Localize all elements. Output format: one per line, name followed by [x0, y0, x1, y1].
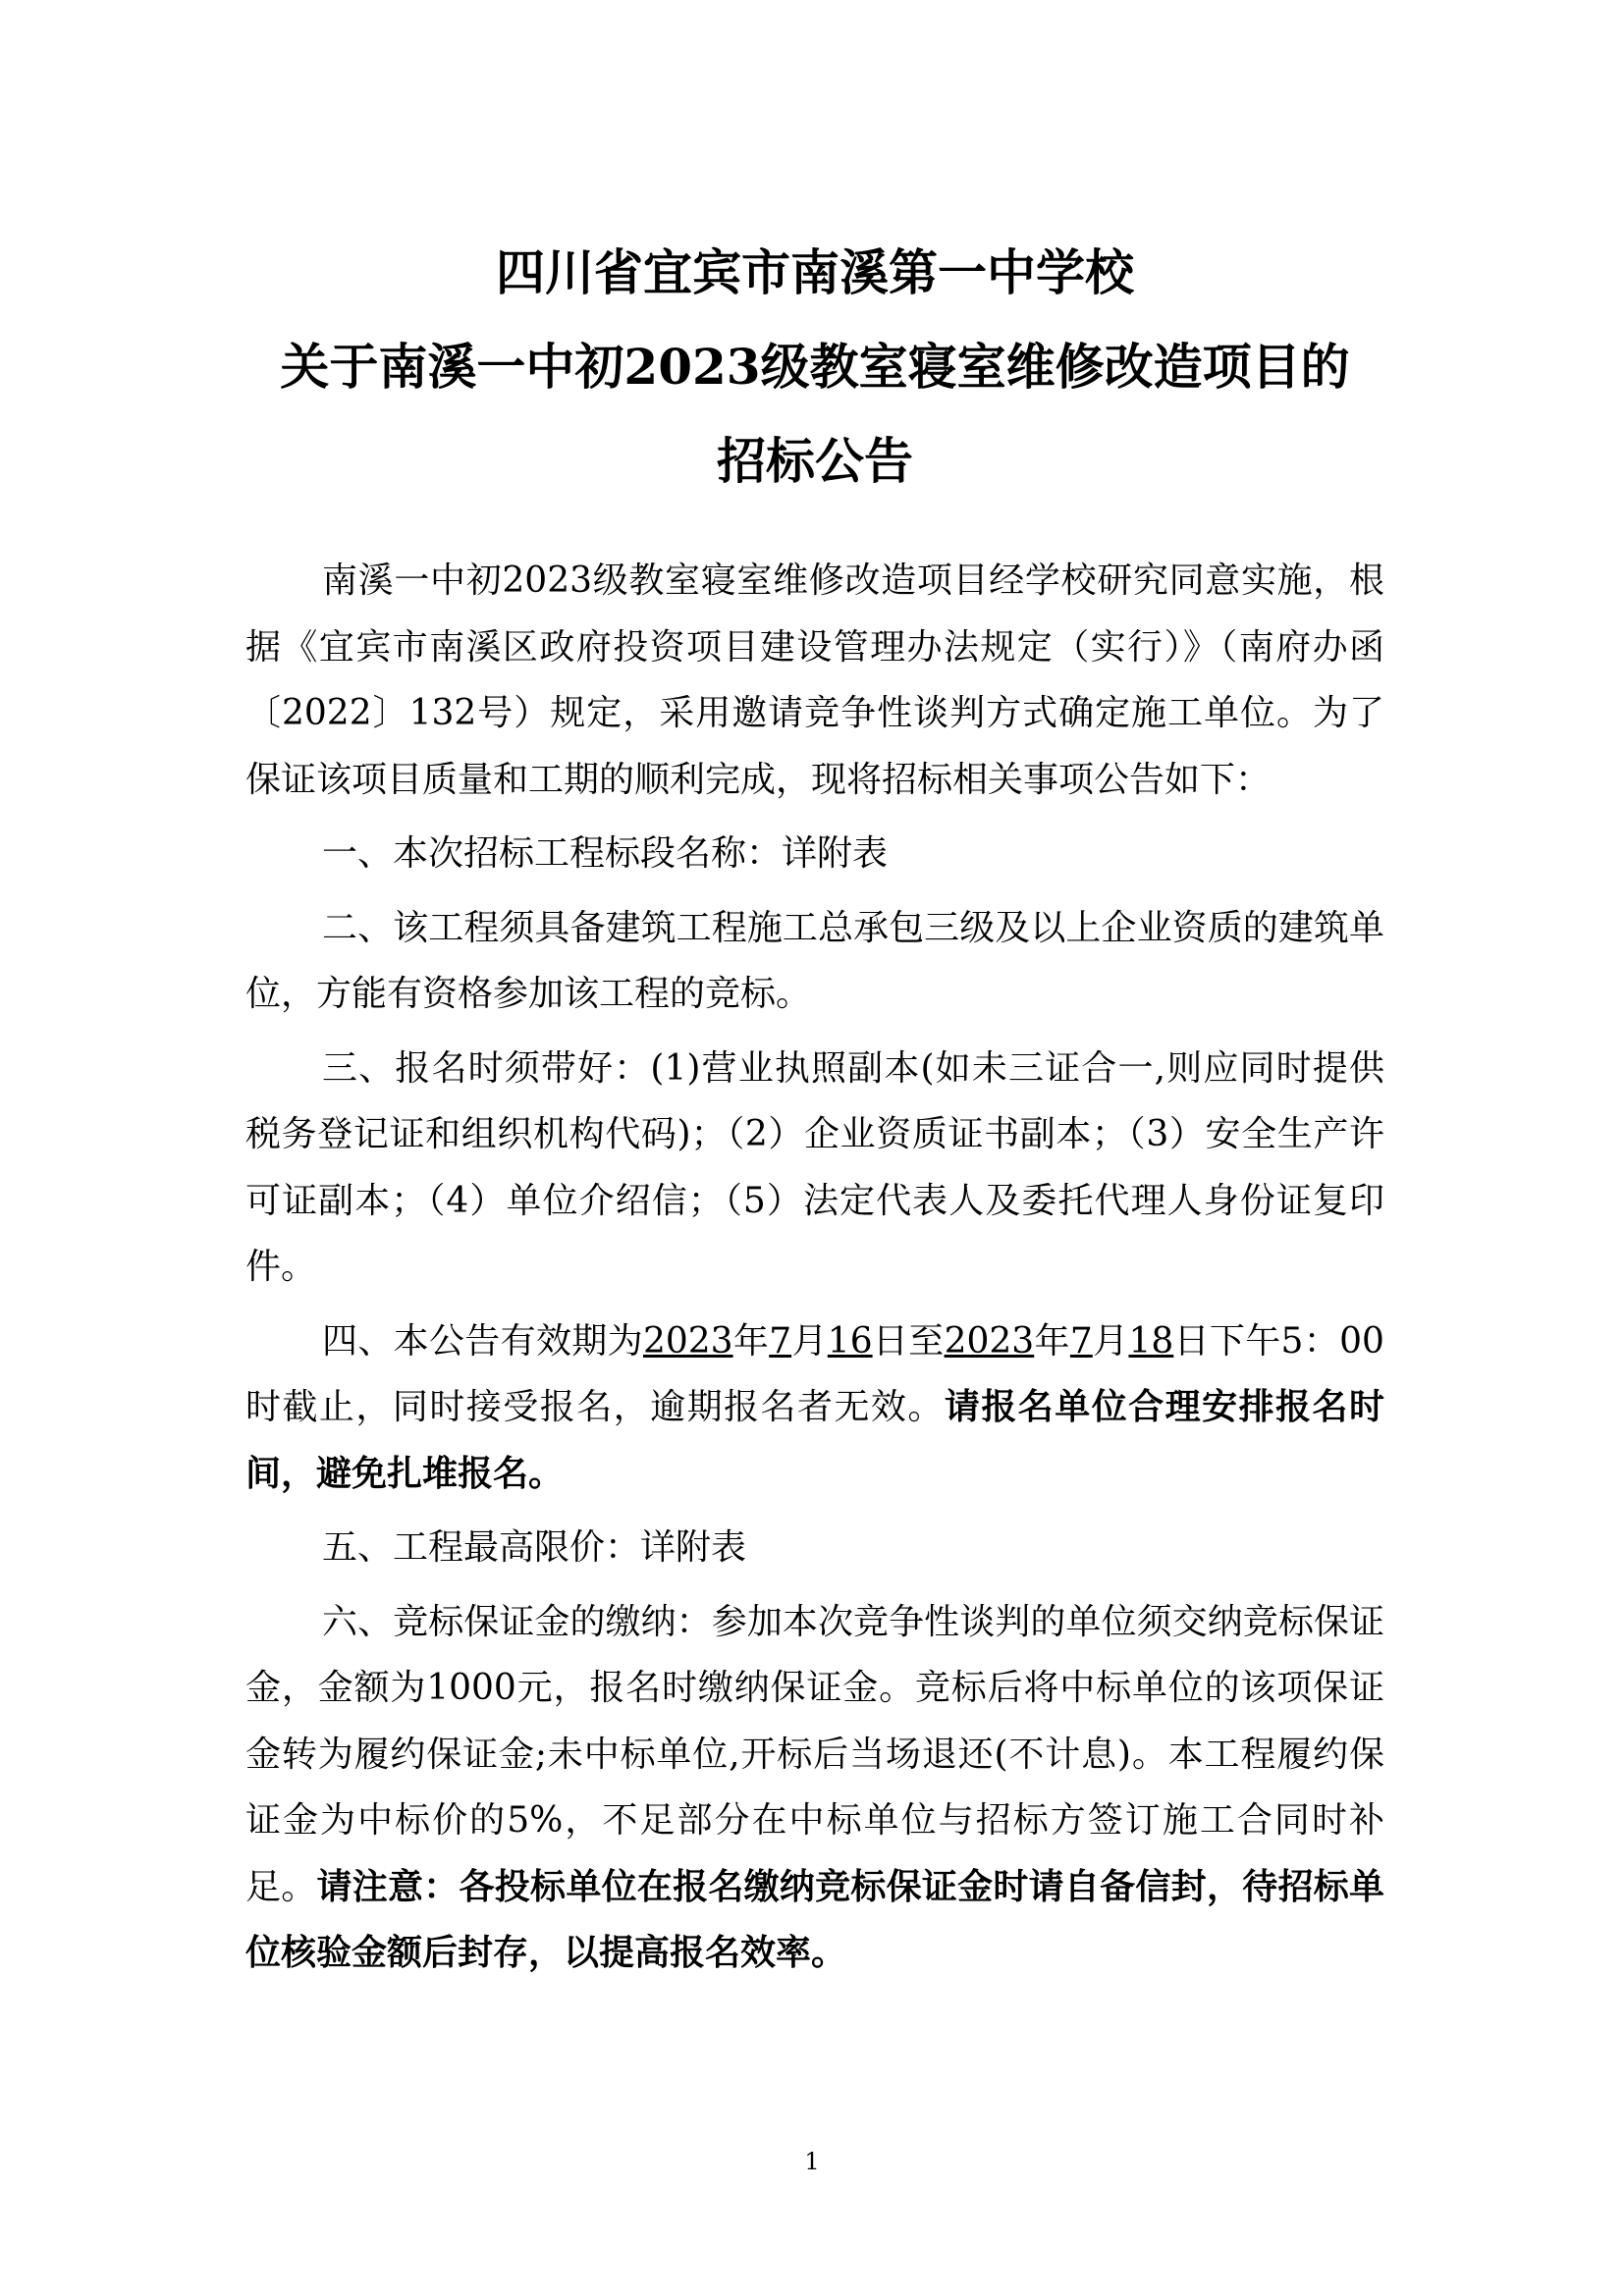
- item-1-paragraph: 一、本次招标工程标段名称：详附表: [322, 833, 889, 874]
- start-day: 16: [827, 1320, 873, 1362]
- month-unit-1: 月: [791, 1320, 828, 1362]
- title-school-name: 四川省宜宾市南溪第一中学校: [496, 243, 1134, 301]
- item-5-paragraph: 五、工程最高限价：详附表: [322, 1527, 747, 1568]
- year-unit-1: 年: [732, 1320, 770, 1362]
- item-4-suffix: 日下午5：00时截止，同时接受报名，逾期报名者无效。: [245, 1320, 1384, 1427]
- item-4-bold-note: 请报名单位合理安排报名时间，避免扎堆报名。: [245, 1386, 1384, 1494]
- intro-paragraph: 南溪一中初2023级教室寝室维修改造项目经学校研究同意实施，根据《宜宾市南溪区政府投资项目建设管理办法规定（实行）》（南府办函〔2022〕132号）规定，采用邀请竞争性谈判方式确定施工单位。为了保证该项目质量和工期的顺利完成，现将招标相关事项公告如下：: [245, 561, 1384, 800]
- notice-title: [245, 226, 1384, 508]
- item-3-paragraph: 三、报名时须带好：(1)营业执照副本(如未三证合一,则应同时提供税务登记证和组织机构代码)；（2）企业资质证书副本；（3）安全生产许可证副本；（4）单位介绍信；（5）法定代表人及委托代理人身份证复印件。: [245, 1047, 1384, 1287]
- date-range-to: 日至: [872, 1320, 945, 1362]
- end-year: 2023: [944, 1320, 1035, 1362]
- notice-body: [245, 548, 1384, 1987]
- item-6-paragraph: [245, 1589, 1384, 1987]
- start-month: 7: [769, 1320, 792, 1362]
- title-notice-type: 招标公告: [717, 432, 913, 490]
- title-project-name: 关于南溪一中初2023级教室寝室维修改造项目的: [280, 338, 1350, 396]
- end-month: 7: [1069, 1320, 1093, 1362]
- page-number: 1: [804, 2148, 820, 2175]
- item-2-paragraph: 二、该工程须具备建筑工程施工总承包三级及以上企业资质的建筑单位，方能有资格参加该工程的竞标。: [245, 907, 1384, 1014]
- item-6-text: 六、竞标保证金的缴纳：参加本次竞争性谈判的单位须交纳竞标保证金，金额为1000元，报名时缴纳保证金。竞标后将中标单位的该项保证金转为履约保证金;未中标单位,开标后当场退还(不计息)。本工程履约保证金为中标价的5%，不足部分在中标单位与招标方签订施工合同时补足。: [245, 1601, 1384, 1907]
- month-unit-2: 月: [1092, 1320, 1129, 1362]
- item-6-bold-note: 请注意：各投标单位在报名缴纳竞标保证金时请自备信封，待招标单位核验金额后封存，以提高报名效率。: [245, 1865, 1384, 1973]
- year-unit-2: 年: [1034, 1320, 1070, 1362]
- item-4-paragraph: [245, 1308, 1384, 1508]
- item-4-prefix: 四、本公告有效期为: [322, 1320, 643, 1362]
- start-year: 2023: [642, 1320, 733, 1362]
- end-day: 18: [1128, 1320, 1174, 1362]
